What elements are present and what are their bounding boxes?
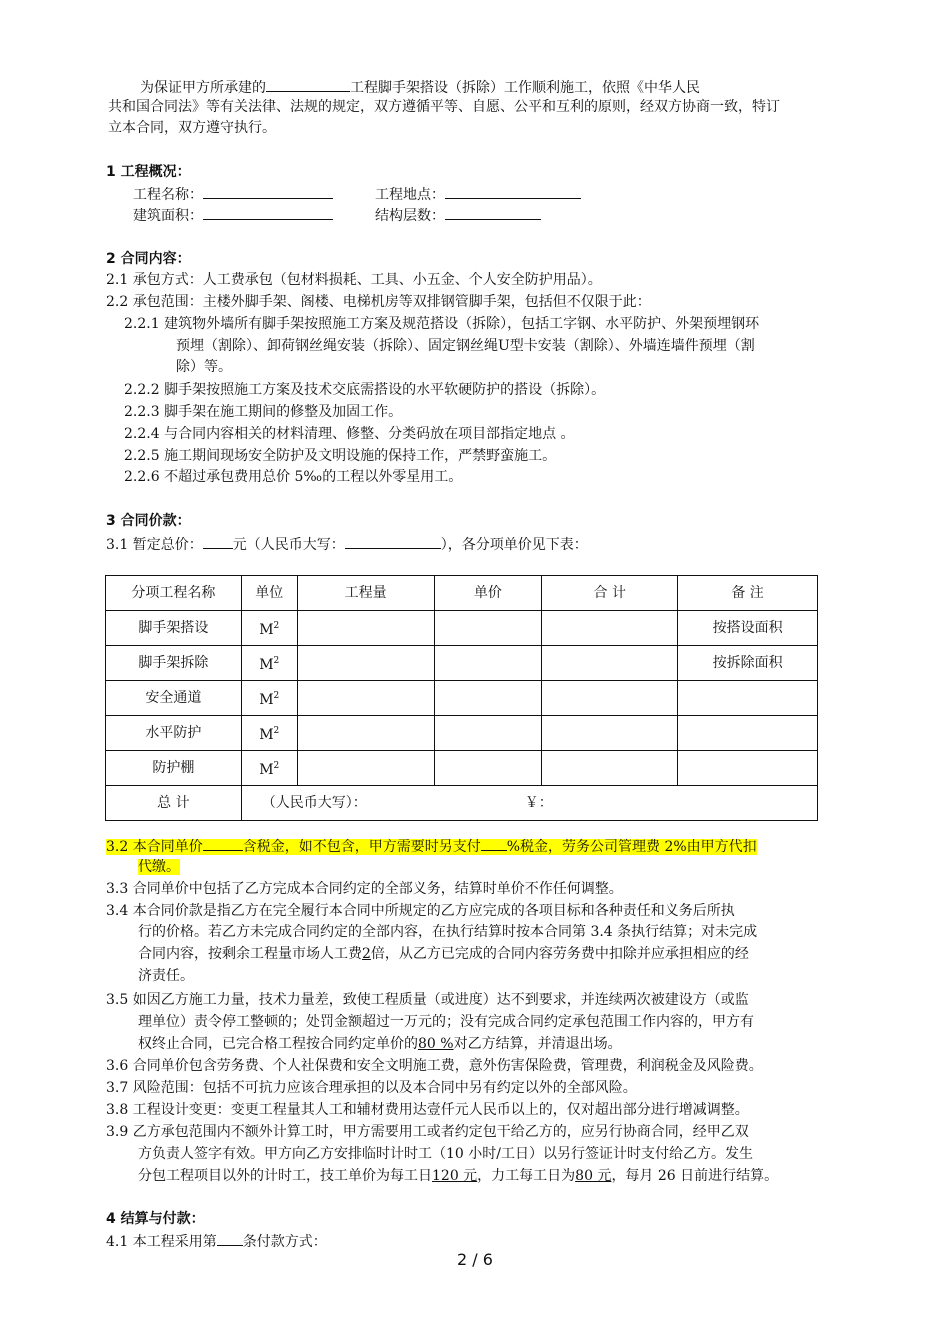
table-total-row: [106, 786, 818, 821]
header-cell: 合 计: [542, 576, 678, 611]
tax-included-blank: [203, 835, 243, 851]
section-2-heading: 2 合同内容：: [106, 251, 191, 267]
quantity-cell: [297, 751, 434, 786]
clause-3-9-line3: [138, 1166, 778, 1187]
clause-3-5-line2: 理单位）责令停工整顿的；处罚金额超过一万元的；没有完成合同约定承包范围工作内容的，甲方有: [138, 1014, 754, 1030]
clause-3-4-line2: 行的价格。若乙方未完成合同约定的全部内容，在执行结算时按本合同第 3.4 条执行结算；对未完成: [138, 924, 758, 940]
unit-text: M: [259, 656, 274, 673]
item-name-cell: 脚手架拆除: [106, 646, 242, 681]
note-cell: [678, 681, 818, 716]
unit-cell: [241, 716, 297, 751]
total-price-words-blank: [345, 533, 441, 549]
unit-cell: [241, 646, 297, 681]
clause-2-2-4: 2.2.4 与合同内容相关的材料清理、修整、分类码放在项目部指定地点 。: [124, 426, 575, 442]
intro-text: 工程脚手架搭设（拆除）工作顺利施工，依照《中华人民: [350, 80, 700, 96]
settlement-percent: 80 %: [418, 1036, 454, 1052]
clause-4-1-text: 4.1 本工程采用第: [106, 1234, 217, 1250]
subtotal-cell: [542, 646, 678, 681]
total-label-cell: 总 计: [106, 786, 242, 821]
clause-2-2-1-line1: 2.2.1 建筑物外墙所有脚手架按照施工方案及规范搭设（拆除），包括工字钢、水平防护、外架预埋钢环: [124, 316, 760, 332]
quantity-cell: [297, 646, 434, 681]
clause-3-7: 3.7 风险范围：包括不可抗力应该合理承担的以及本合同中另有约定以外的全部风险。: [106, 1080, 637, 1096]
header-cell: 工程量: [297, 576, 434, 611]
section-1-heading: 1 工程概况：: [106, 164, 191, 180]
structure-floors-label: 结构层数：: [375, 208, 445, 224]
clause-2-2-5: 2.2.5 施工期间现场安全防护及文明设施的保持工作，严禁野蛮施工。: [124, 448, 557, 464]
unit-cell: [241, 751, 297, 786]
clause-3-5-text: 权终止合同，已完合格工程按合同约定单价的: [138, 1036, 418, 1052]
intro-text: 为保证甲方所承建的: [140, 80, 266, 96]
table-row: [106, 611, 818, 646]
unit-exponent: 2: [273, 760, 280, 771]
page-number: 2 / 6: [457, 1250, 493, 1269]
total-yen-label: ￥：: [524, 794, 553, 811]
payment-method-blank: [217, 1230, 243, 1246]
clause-3-2-text: 含税金，如不包含，甲方需要时另支付: [242, 839, 481, 855]
table-row: [106, 646, 818, 681]
unit-exponent: 2: [273, 620, 280, 631]
quantity-cell: [297, 611, 434, 646]
clause-3-1-text: ），各分项单价见下表：: [440, 537, 588, 553]
clause-3-9-text: ，每月 26 日前进行结算。: [611, 1168, 779, 1184]
clause-3-1: [106, 533, 588, 556]
header-cell: 单位: [241, 576, 297, 611]
clause-2-1: 2.1 承包方式：人工费承包（包材料损耗、工具、小五金、个人安全防护用品）。: [106, 272, 602, 288]
clause-3-2-text: 3.2 本合同单价: [106, 839, 203, 855]
unit-price-cell: [434, 751, 542, 786]
total-price-blank: [203, 533, 233, 549]
clause-3-4-line4: 济责任。: [138, 968, 194, 984]
header-cell: 备 注: [678, 576, 818, 611]
clause-3-1-text: 3.1 暂定总价：: [106, 537, 203, 553]
clause-3-2-highlight: [106, 839, 757, 855]
clause-2-2-1-line2: 预埋（割除）、卸荷钢丝绳安装（拆除）、固定钢丝绳U型卡安装（割除）、外墙连墙件预埋（割: [176, 338, 755, 354]
item-name-cell: 安全通道: [106, 681, 242, 716]
total-value-cell: [241, 786, 817, 821]
clause-3-4-text: 倍，从乙方已完成的合同内容劳务费中扣除并应承担相应的经: [370, 946, 749, 962]
item-name-cell: 脚手架搭设: [106, 611, 242, 646]
clause-2-2: 2.2 承包范围：主楼外脚手架、阁楼、电梯机房等双排钢管脚手架，包括但不仅限于此：: [106, 294, 651, 310]
intro-line-2: 共和国合同法》等有关法律、法规的规定，双方遵循平等、自愿、公平和互利的原则，经双方协商一致，特订: [108, 99, 780, 115]
clause-3-9-text: ，力工每工日为: [477, 1168, 576, 1184]
general-labor-rate: 80 元: [575, 1168, 612, 1184]
clause-3-6: 3.6 合同单价包含劳务费、个人社保费和安全文明施工费，意外伤害保险费，管理费，利润税金及风险费。: [106, 1058, 763, 1074]
item-name-cell: 防护棚: [106, 751, 242, 786]
clause-3-5-text: 对乙方结算，并清退出场。: [453, 1036, 622, 1052]
quantity-cell: [297, 681, 434, 716]
total-words-label: （人民币大写）：: [261, 794, 367, 811]
clause-2-2-6: 2.2.6 不超过承包费用总价 5‰的工程以外零星用工。: [124, 469, 463, 485]
project-location-row: [375, 183, 581, 206]
clause-3-8: 3.8 工程设计变更：变更工程量其人工和辅材费用达壹仟元人民币以上的，仅对超出部分进行增减调整。: [106, 1102, 749, 1118]
unit-price-cell: [434, 681, 542, 716]
clause-3-9-text: 分包工程项目以外的计时工，技工单价为每工日: [138, 1168, 432, 1184]
structure-floors-row: [375, 204, 541, 227]
clause-3-9-line1: 3.9 乙方承包范围内不额外计算工时，甲方需要用工或者约定包干给乙方的，应另行协商合同，经甲乙双: [106, 1124, 749, 1140]
clause-4-1-text: 条付款方式：: [242, 1234, 327, 1250]
building-area-row: [133, 204, 333, 227]
subtotal-cell: [542, 716, 678, 751]
unit-cell: [241, 681, 297, 716]
unit-text: M: [259, 761, 274, 778]
clause-2-2-3: 2.2.3 脚手架在施工期间的修整及加固工作。: [124, 404, 403, 420]
note-cell: 按搭设面积: [678, 611, 818, 646]
subtotal-cell: [542, 681, 678, 716]
table-row: [106, 716, 818, 751]
project-name-blank: [203, 183, 333, 199]
price-table: [105, 575, 818, 821]
clause-3-5-line1: 3.5 如因乙方施工力量，技术力量差，致使工程质量（或进度）达不到要求，并连续两次被建设方（或监: [106, 992, 749, 1008]
unit-price-cell: [434, 611, 542, 646]
multiplier-value: 2: [362, 946, 371, 962]
clause-3-4-text: 合同内容，按剩余工程量市场人工费: [138, 946, 362, 962]
building-area-label: 建筑面积：: [133, 208, 203, 224]
unit-text: M: [259, 726, 274, 743]
header-cell: 单价: [434, 576, 542, 611]
structure-floors-blank: [445, 204, 541, 220]
intro-line-1: [140, 76, 700, 99]
quantity-cell: [297, 716, 434, 751]
unit-text: M: [259, 691, 274, 708]
tax-rate-blank: [481, 835, 507, 851]
table-row: [106, 751, 818, 786]
unit-exponent: 2: [273, 725, 280, 736]
skilled-labor-rate: 120 元: [432, 1168, 478, 1184]
note-cell: [678, 751, 818, 786]
section-4-heading: 4 结算与付款：: [106, 1211, 205, 1227]
clause-3-9-line2: 方负责人签字有效。甲方向乙方安排临时计时工（10 小时/工日）以另行签证计时支付给乙方。发生: [138, 1146, 753, 1162]
project-name-label: 工程名称：: [133, 187, 203, 203]
unit-exponent: 2: [273, 655, 280, 666]
section-3-heading: 3 合同价款：: [106, 513, 191, 529]
subtotal-cell: [542, 611, 678, 646]
clause-3-1-text: 元（人民币大写：: [232, 537, 345, 553]
unit-price-cell: [434, 646, 542, 681]
subtotal-cell: [542, 751, 678, 786]
header-cell: 分项工程名称: [106, 576, 242, 611]
table-row: [106, 681, 818, 716]
clause-3-2-line2: [138, 857, 180, 878]
clause-3-4-line1: 3.4 本合同价款是指乙方在完全履行本合同中所规定的乙方应完成的各项目标和各种责任和义务后所执: [106, 903, 735, 919]
project-location-blank: [445, 183, 581, 199]
item-name-cell: 水平防护: [106, 716, 242, 751]
project-location-label: 工程地点：: [375, 187, 445, 203]
unit-text: M: [259, 621, 274, 638]
table-header-row: [106, 576, 818, 611]
clause-3-2-line1: [106, 835, 757, 858]
intro-line-3: 立本合同，双方遵守执行。: [108, 120, 276, 136]
clause-3-3: 3.3 合同单价中包括了乙方完成本合同约定的全部义务，结算时单价不作任何调整。: [106, 881, 623, 897]
unit-price-cell: [434, 716, 542, 751]
clause-3-4-line3: [138, 944, 749, 965]
clause-2-2-2: 2.2.2 脚手架按照施工方案及技术交底需搭设的水平软硬防护的搭设（拆除）。: [124, 382, 606, 398]
building-area-blank: [203, 204, 333, 220]
blank-project-name: [266, 76, 350, 92]
note-cell: [678, 716, 818, 751]
project-name-row: [133, 183, 333, 206]
unit-exponent: 2: [273, 690, 280, 701]
clause-3-2-text: 代缴。: [138, 859, 180, 875]
clause-3-2-text: %税金，劳务公司管理费 2%由甲方代扣: [506, 839, 757, 855]
unit-cell: [241, 611, 297, 646]
note-cell: 按拆除面积: [678, 646, 818, 681]
clause-2-2-1-line3: 除）等。: [176, 359, 232, 375]
clause-3-5-line3: [138, 1034, 622, 1055]
